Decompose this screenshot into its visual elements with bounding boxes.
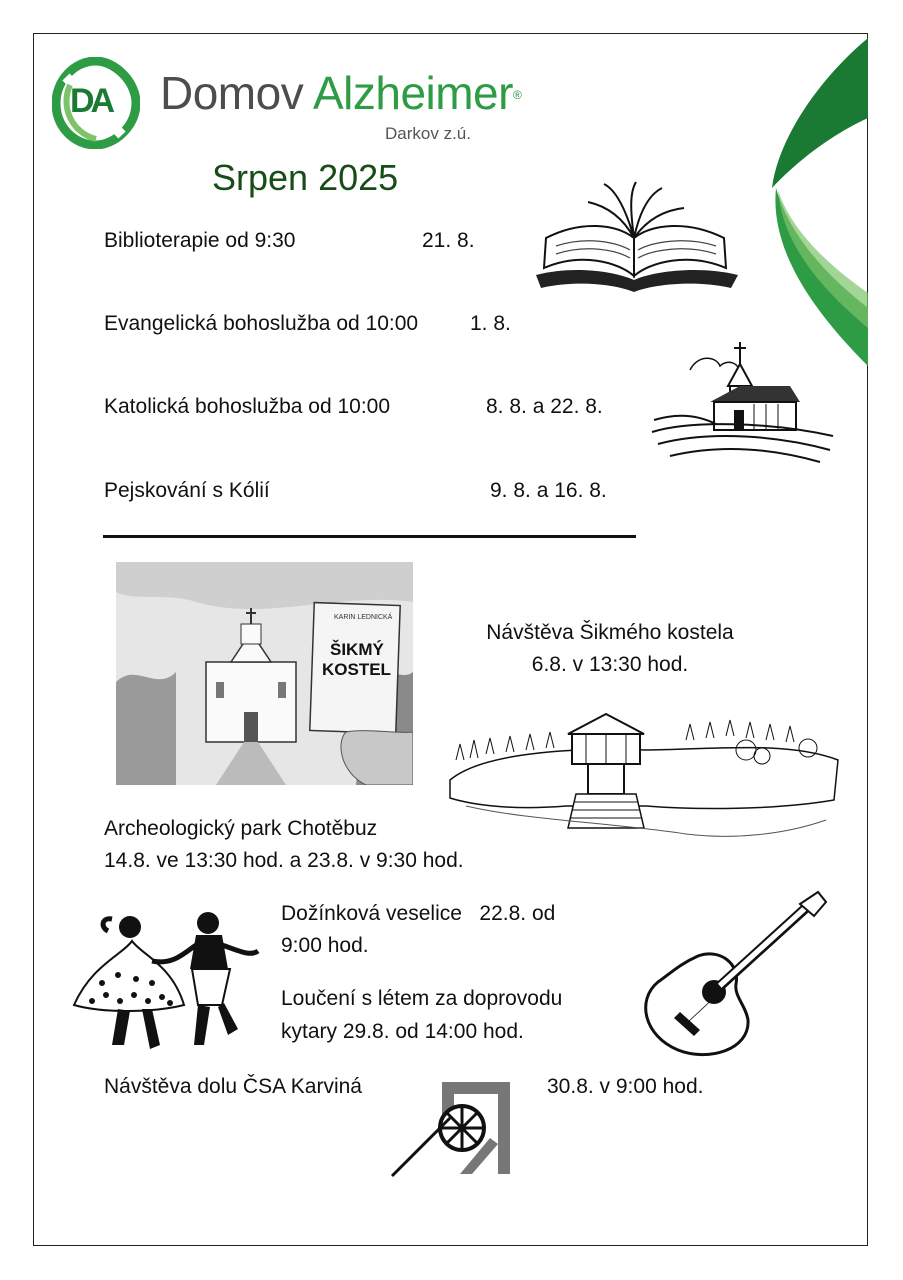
open-book-illustration-icon xyxy=(526,180,746,295)
brand-subtitle: Darkov z.ú. xyxy=(385,124,471,143)
chapel-illustration-icon xyxy=(650,340,835,465)
registered-mark: ® xyxy=(512,88,522,102)
event-date-3: 8. 8. a 22. 8. xyxy=(486,395,603,418)
logo-monogram: DA xyxy=(70,82,112,120)
brand-name-part2: Alzheimer xyxy=(312,67,513,119)
harvest-line-2: 9:00 hod. xyxy=(281,934,369,957)
section-divider xyxy=(103,535,636,538)
mine-trip-title: Návštěva dolu ČSA Karviná xyxy=(104,1075,362,1098)
mine-headframe-symbol-icon xyxy=(390,1078,520,1178)
event-date-4: 9. 8. a 16. 8. xyxy=(490,479,607,502)
event-name-3: Katolická bohoslužba od 10:00 xyxy=(104,395,391,418)
green-swoosh-icon xyxy=(770,38,868,368)
page-title: Srpen 2025 xyxy=(212,157,399,198)
book-cover-title-2: KOSTEL xyxy=(322,660,391,679)
brand-name xyxy=(160,66,521,120)
event-name-4: Pejskování s Kólií xyxy=(104,479,270,502)
church-trip-date: 6.8. v 13:30 hod. xyxy=(531,653,689,676)
mine-trip-date: 30.8. v 9:00 hod. xyxy=(547,1075,704,1098)
event-name-1: Biblioterapie od 9:30 xyxy=(104,229,296,252)
hillfort-illustration-icon xyxy=(446,710,841,850)
church-trip-title: Návštěva Šikmého kostela xyxy=(486,621,734,644)
farewell-line-2: kytary 29.8. od 14:00 hod. xyxy=(281,1020,524,1043)
book-cover-author: KARIN LEDNICKÁ xyxy=(334,614,393,621)
brand-name-part1: Domov xyxy=(160,67,313,119)
event-date-1: 21. 8. xyxy=(422,229,475,252)
park-trip-date: 14.8. ve 13:30 hod. a 23.8. v 9:30 hod. xyxy=(104,849,464,872)
harvest-line-1: Dožínková veselice 22.8. od xyxy=(281,902,556,925)
event-date-2: 1. 8. xyxy=(470,312,511,335)
guitar-illustration-icon xyxy=(638,890,828,1060)
dancing-couple-illustration-icon xyxy=(72,905,262,1053)
event-name-2: Evangelická bohoslužba od 10:00 xyxy=(104,312,419,335)
park-trip-title: Archeologický park Chotěbuz xyxy=(104,817,378,840)
book-cover-title-1: ŠIKMÝ xyxy=(330,640,384,659)
farewell-line-1: Loučení s létem za doprovodu xyxy=(281,987,563,1010)
